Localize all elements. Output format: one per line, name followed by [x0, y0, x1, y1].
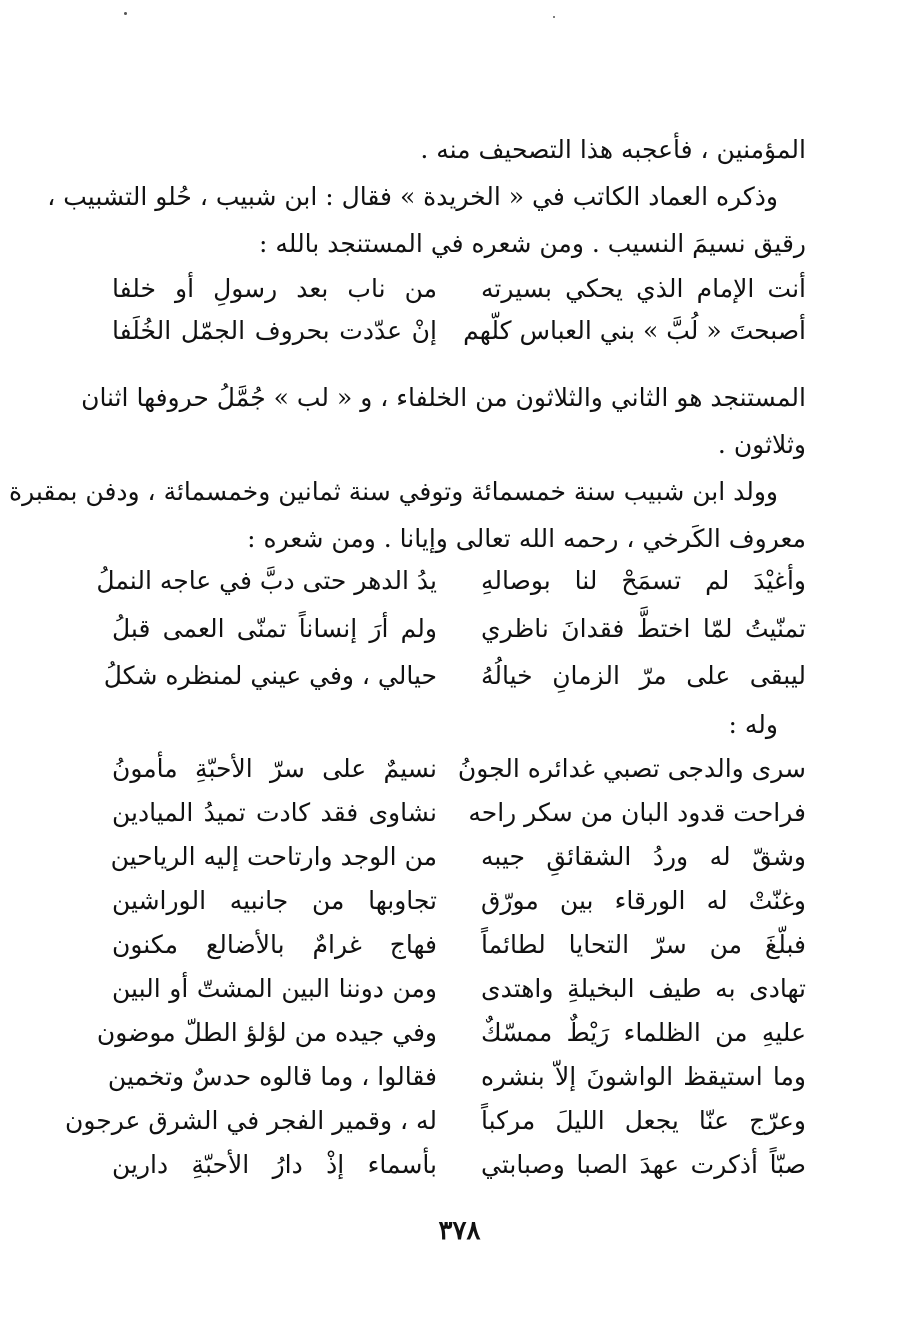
verse-first-hemistich: تمنّيتُ لمّا اختطَّ فقدانَ ناظري: [481, 614, 806, 643]
prose-block-1: [47, 126, 806, 267]
verse-second-hemistich: ولم أرَ إنساناً تمنّى العمى قبلُ: [112, 614, 437, 643]
verse-line: [112, 1150, 806, 1194]
verse-second-hemistich: من الوجد وارتاحت إليه الرياحين: [110, 842, 437, 871]
verse-second-hemistich: نسيمٌ على سرّ الأحبّةِ مأمونُ: [112, 754, 437, 783]
verse-first-hemistich: وعرّج عنّا يجعل الليلَ مركباً: [481, 1106, 806, 1135]
verse-first-hemistich: فبلّغَ من سرّ التحايا لطائماً: [481, 930, 806, 959]
verse-first-hemistich: أنت الإمام الذي يحكي بسيرته: [481, 274, 806, 303]
verse-second-hemistich: له ، وقمير الفجر في الشرق عرجون: [64, 1106, 437, 1135]
verse-first-hemistich: أصبحتَ « لُبَّ » بني العباس كلّهم: [463, 316, 806, 345]
prose-line: المؤمنين ، فأعجبه هذا التصحيف منه .: [420, 135, 806, 164]
prose-line: وثلاثون .: [717, 430, 806, 459]
verse-second-hemistich: فهاج غرامٌ بالأضالع مكنون: [112, 930, 437, 959]
print-speck: [124, 12, 127, 15]
prose-line: المستنجد هو الثاني والثلاثون من الخلفاء ، و « لب » جُمَّلُ حروفها اثنان: [81, 383, 806, 412]
verse-line: [112, 614, 806, 658]
prose-line: وولد ابن شبيب سنة خمسمائة وتوفي سنة ثمانين وخمسمائة ، ودفن بمقبرة: [8, 477, 778, 506]
verse-line: [96, 566, 806, 610]
verse-line: [112, 754, 806, 798]
verse-second-hemistich: ومن دوننا البين المشتّ أو البين: [112, 974, 437, 1003]
verse-line: [112, 842, 806, 886]
verse-second-hemistich: بأسماء إذْ دارُ الأحبّةِ دارين: [112, 1150, 437, 1179]
verse-second-hemistich: إنْ عدّدت بحروف الجمّل الخُلَفا: [112, 316, 437, 345]
verse-first-hemistich: وشقّ له وردُ الشقائقِ جيبه: [481, 842, 806, 871]
verse-second-hemistich: حيالي ، وفي عيني لمنظره شكلُ: [103, 661, 437, 690]
verse-line: [64, 1106, 806, 1150]
verse-second-hemistich: يدُ الدهر حتى دبَّ في عاجه النملُ: [96, 566, 437, 595]
verse-first-hemistich: سرى والدجى تصبي غدائره الجونُ: [457, 754, 806, 783]
verse-line: [103, 661, 806, 705]
verse-line: [112, 798, 806, 842]
verse-first-hemistich: تهادى به طيف البخيلةِ واهتدى: [481, 974, 806, 1003]
verse-second-hemistich: من ناب بعد رسولِ أو خلفا: [112, 274, 437, 303]
verse-line: [112, 274, 806, 318]
verse-second-hemistich: تجاوبها من جانبيه الوراشين: [112, 886, 437, 915]
verse-second-hemistich: وفي جيده من لؤلؤ الطلّ موضون: [96, 1018, 437, 1047]
verse-second-hemistich: نشاوى فقد كادت تميدُ الميادين: [112, 798, 437, 827]
verse-line: [112, 974, 806, 1018]
verse-first-hemistich: عليهِ من الظلماء رَيْطٌ ممسّكٌ: [481, 1018, 806, 1047]
verse-line: [96, 1018, 806, 1062]
verse-second-hemistich: فقالوا ، وما قالوه حدسٌ وتخمين: [107, 1062, 437, 1091]
verse-first-hemistich: صبّاً أذكرت عهدَ الصبا وصبابتي: [481, 1150, 806, 1179]
verse-line: [112, 316, 806, 360]
verse-first-hemistich: وما استيقظ الواشونَ إلاّ بنشره: [481, 1062, 806, 1091]
lahu-line: [112, 710, 806, 754]
prose-block-2: [8, 374, 806, 562]
prose-line: رقيق نسيمَ النسيب . ومن شعره في المستنجد بالله :: [259, 229, 806, 258]
verse-line: [112, 930, 806, 974]
print-speck: [553, 16, 555, 18]
lahu-label: وله :: [728, 710, 778, 739]
verse-line: [112, 886, 806, 930]
prose-line: وذكره العماد الكاتب في « الخريدة » فقال : ابن شبيب ، حُلو التشبيب ،: [47, 182, 778, 211]
prose-line: معروف الكَرخي ، رحمه الله تعالى وإيانا . ومن شعره :: [247, 524, 806, 553]
verse-first-hemistich: ليبقى على مرّ الزمانِ خيالُهُ: [481, 661, 806, 690]
verse-first-hemistich: وغنّتْ له الورقاء بين مورّق: [481, 886, 806, 915]
verse-first-hemistich: فراحت قدود البان من سكر راحه: [468, 798, 806, 827]
verse-first-hemistich: وأغيْدَ لم تسمَحْ لنا بوصالهِ: [481, 566, 806, 595]
page-number: ٣٧٨: [438, 1216, 481, 1246]
verse-line: [107, 1062, 806, 1106]
